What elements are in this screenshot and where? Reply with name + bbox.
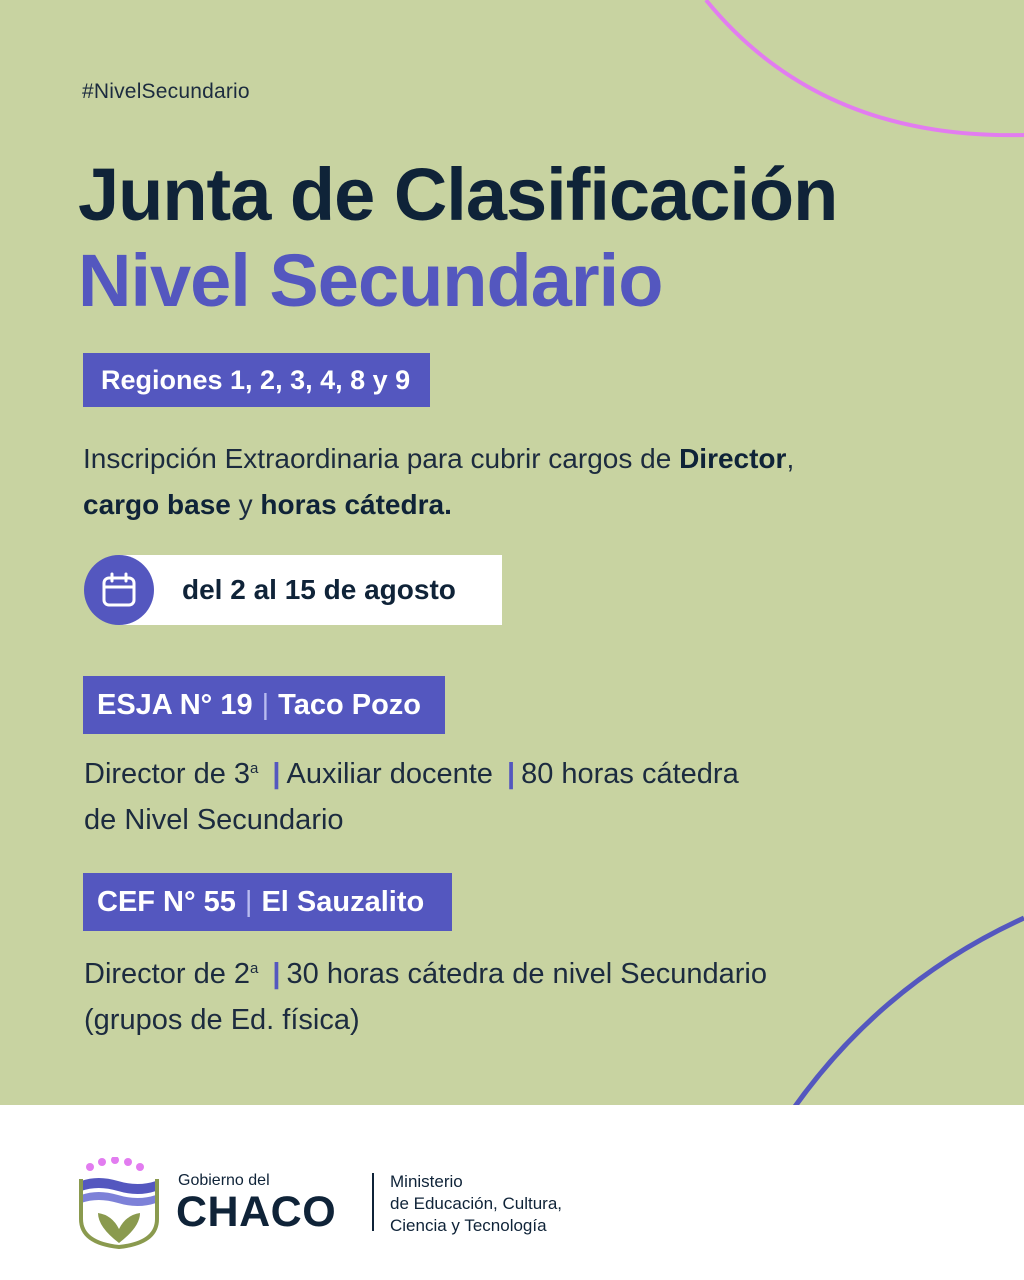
school-2-name: CEF N° 55 xyxy=(97,885,236,918)
date-badge xyxy=(84,555,502,625)
description-bold-cargo-base: cargo base xyxy=(83,489,231,520)
regions-tag-label: Regiones 1, 2, 3, 4, 8 y 9 xyxy=(101,364,411,395)
school-1-item-3: 80 horas cátedra xyxy=(521,758,739,790)
ministry-text xyxy=(390,1171,562,1237)
school-1-line-2: de Nivel Secundario xyxy=(84,804,344,836)
date-text: del 2 al 15 de agosto xyxy=(182,574,456,605)
title-line-1: Junta de Clasificación xyxy=(78,153,838,236)
detail-separator: | xyxy=(272,958,281,990)
detail-separator: | xyxy=(506,758,516,790)
gov-small-text: Gobierno del xyxy=(178,1172,270,1189)
school-2-line-2: (grupos de Ed. física) xyxy=(84,1004,360,1036)
tag-separator: | xyxy=(244,885,253,918)
pink-arc xyxy=(706,0,1024,135)
description-text-2: , xyxy=(786,443,795,474)
school-2-detail xyxy=(84,946,767,1043)
school-1-place: Taco Pozo xyxy=(278,688,422,721)
school-1-name: ESJA N° 19 xyxy=(97,688,253,721)
gov-big-text: CHACO xyxy=(176,1188,337,1236)
chaco-emblem-icon xyxy=(78,1157,160,1249)
title-line-2: Nivel Secundario xyxy=(78,239,663,322)
ministry-line-2: de Educación, Cultura, xyxy=(390,1194,562,1213)
regions-tag xyxy=(83,353,430,407)
school-2-item-2: 30 horas cátedra de nivel Secundario xyxy=(286,958,767,990)
calendar-icon-graphic xyxy=(101,572,137,608)
school-1-item-2: Auxiliar docente xyxy=(286,758,493,790)
school-2-item-1-superscript: a xyxy=(250,960,259,977)
detail-separator: | xyxy=(272,758,281,790)
description-text-3: y xyxy=(230,489,261,520)
ministry-line-3: Ciencia y Tecnología xyxy=(390,1216,547,1235)
school-1-tag xyxy=(83,676,445,734)
tag-separator: | xyxy=(261,688,270,721)
footer-divider xyxy=(372,1173,374,1231)
school-2-place: El Sauzalito xyxy=(261,885,425,918)
description-text-1: Inscripción Extraordinaria para cubrir cargos de xyxy=(83,443,680,474)
hashtag: #NivelSecundario xyxy=(82,80,250,103)
school-1-detail xyxy=(84,746,739,843)
calendar-icon xyxy=(84,555,154,625)
description-text-4: . xyxy=(444,489,452,520)
school-2-tag xyxy=(83,873,452,931)
school-1-item-1-superscript: a xyxy=(250,760,259,777)
description-bold-horas-catedra: horas cátedra xyxy=(260,489,445,520)
description-bold-director: Director xyxy=(679,443,787,474)
ministry-line-1: Ministerio xyxy=(390,1172,463,1191)
school-1-item-1: Director de 3 xyxy=(84,758,251,790)
description xyxy=(83,436,983,528)
school-2-item-1: Director de 2 xyxy=(84,958,251,990)
